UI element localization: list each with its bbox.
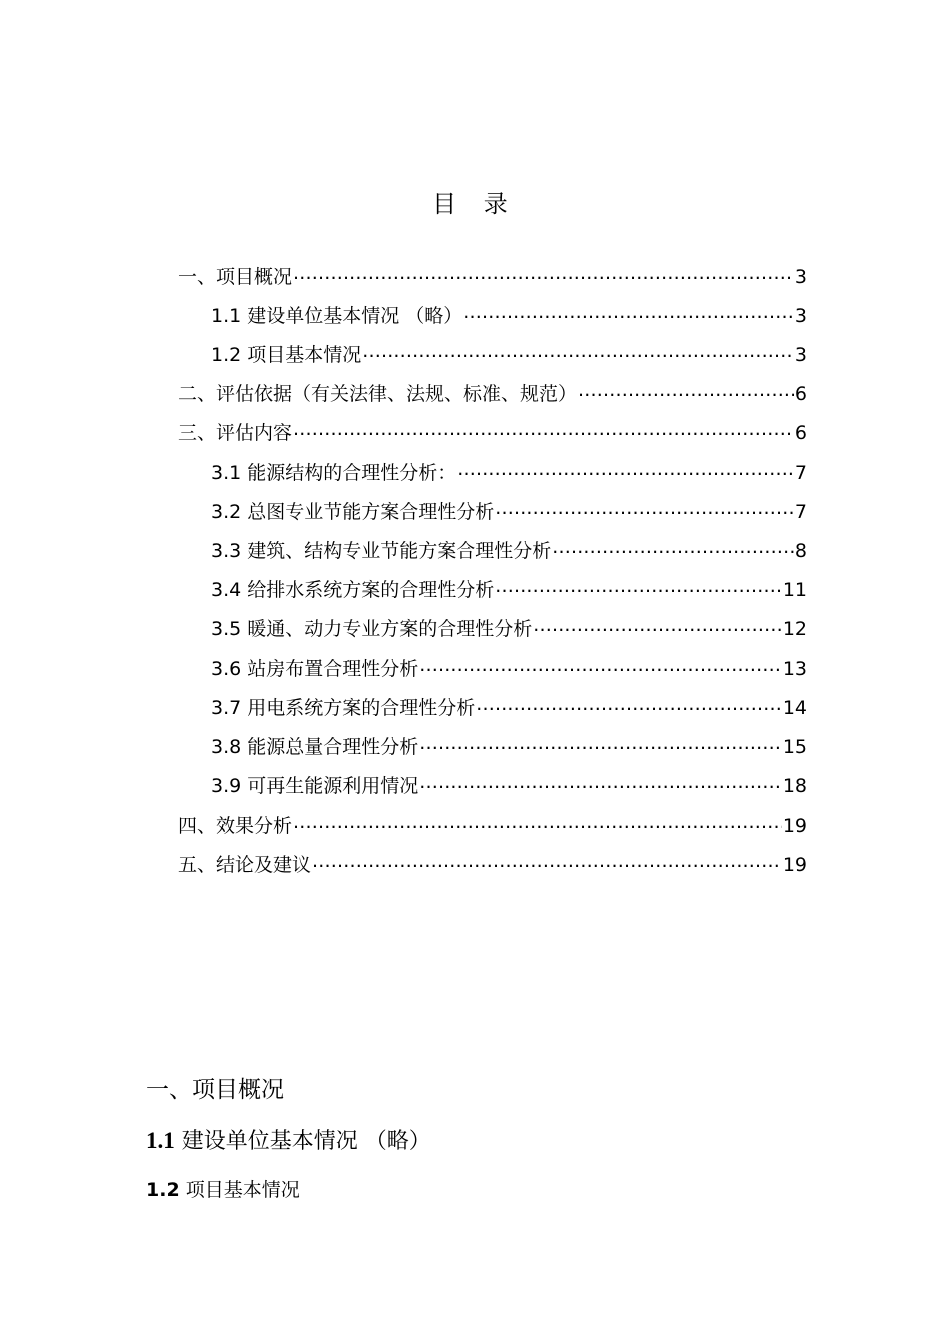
toc-leader-dots — [419, 652, 782, 678]
toc-entry-label: 暖通、动力专业方案的合理性分析 — [247, 618, 533, 640]
toc-entry-page: 13 — [782, 658, 807, 680]
toc-entry[interactable] — [211, 338, 807, 368]
toc-entry-number: 3.5 — [211, 618, 242, 640]
toc-leader-dots — [419, 730, 782, 756]
toc-entry[interactable] — [178, 809, 807, 839]
toc-leader-dots — [312, 848, 782, 874]
toc-leader-dots — [476, 691, 782, 717]
toc-entry[interactable] — [178, 377, 807, 407]
toc-entry-label: 项目基本情况 — [247, 344, 362, 366]
toc-entry[interactable] — [211, 769, 807, 799]
toc-entry-page: 11 — [782, 579, 807, 601]
toc-entry-number: 二、 — [178, 383, 217, 405]
toc-entry-number: 3.9 — [211, 775, 242, 797]
toc-entry-page: 8 — [794, 540, 807, 562]
toc-entry-page: 14 — [782, 697, 807, 719]
section-heading-1: 一、项目概况 — [146, 1077, 284, 1103]
toc-entry-number: 一、 — [178, 266, 217, 288]
toc-leader-dots — [495, 573, 782, 599]
toc-entry-number: 3.6 — [211, 658, 242, 680]
toc-entry-label: 建设单位基本情况 （略） — [247, 305, 463, 327]
toc-entry[interactable] — [211, 534, 807, 564]
toc-entry-number: 3.3 — [211, 540, 242, 562]
section-heading-number: 1.2 — [146, 1179, 180, 1201]
section-heading-1-1 — [146, 1124, 431, 1159]
toc-leader-dots — [463, 299, 794, 325]
toc-entry-number: 3.4 — [211, 579, 242, 601]
toc-entry-number: 三、 — [178, 422, 217, 444]
toc-entry-page: 6 — [794, 422, 807, 444]
toc-entry[interactable] — [178, 848, 807, 878]
toc-entry-page: 7 — [794, 501, 807, 523]
toc-entry[interactable] — [211, 299, 807, 329]
toc-entry-label: 评估内容 — [216, 422, 293, 444]
toc-entry-number: 3.1 — [211, 462, 242, 484]
toc-leader-dots — [293, 260, 794, 286]
toc-leader-dots — [362, 338, 794, 364]
section-heading-text: 项目基本情况 — [185, 1179, 300, 1201]
toc-entry-page: 6 — [794, 383, 807, 405]
toc-entry-label: 建筑、结构专业节能方案合理性分析 — [247, 540, 552, 562]
toc-entry-number: 3.7 — [211, 697, 242, 719]
toc-entry-page: 3 — [794, 344, 807, 366]
toc-leader-dots — [533, 612, 782, 638]
toc-entry-label: 用电系统方案的合理性分析 — [247, 697, 476, 719]
toc-entry[interactable] — [211, 691, 807, 721]
toc-entry-label: 总图专业节能方案合理性分析 — [247, 501, 495, 523]
toc-leader-dots — [552, 534, 794, 560]
toc-entry-page: 12 — [782, 618, 807, 640]
toc-leader-dots — [419, 769, 782, 795]
toc-entry-label: 结论及建议 — [216, 854, 312, 876]
toc-entry-page: 19 — [782, 854, 807, 876]
toc-entry-page: 7 — [794, 462, 807, 484]
toc-leader-dots — [578, 377, 794, 403]
toc-entry-number: 1.2 — [211, 344, 242, 366]
toc-entry-label: 项目概况 — [216, 266, 293, 288]
toc-title: 目 录 — [432, 190, 518, 218]
toc-entry-page: 15 — [782, 736, 807, 758]
toc-entry-label: 可再生能源利用情况 — [247, 775, 419, 797]
section-heading-1-2 — [146, 1175, 300, 1205]
toc-entry-label: 效果分析 — [216, 815, 293, 837]
toc-entry-number: 四、 — [178, 815, 217, 837]
toc-entry-label: 能源结构的合理性分析： — [247, 462, 457, 484]
section-heading-text: 建设单位基本情况 （略） — [181, 1129, 431, 1154]
toc-entry[interactable] — [211, 456, 807, 486]
toc-entry[interactable] — [178, 416, 807, 446]
toc-entry-label: 评估依据（有关法律、法规、标准、规范） — [216, 383, 578, 405]
toc-entry-label: 站房布置合理性分析 — [247, 658, 419, 680]
toc-leader-dots — [293, 809, 782, 835]
toc-entry[interactable] — [211, 730, 807, 760]
toc-leader-dots — [457, 456, 794, 482]
toc-entry-page: 3 — [794, 305, 807, 327]
toc-entry-number: 1.1 — [211, 305, 242, 327]
toc-entry-number: 五、 — [178, 854, 217, 876]
toc-leader-dots — [495, 495, 794, 521]
toc-entry-number: 3.8 — [211, 736, 242, 758]
toc-entry-page: 18 — [782, 775, 807, 797]
toc-entry-number: 3.2 — [211, 501, 242, 523]
toc-entry[interactable] — [178, 260, 807, 290]
toc-entry-page: 19 — [782, 815, 807, 837]
toc-entry-label: 给排水系统方案的合理性分析 — [247, 579, 495, 601]
toc-entry[interactable] — [211, 612, 807, 642]
toc-entry-page: 3 — [794, 266, 807, 288]
toc-entry[interactable] — [211, 573, 807, 603]
section-heading-number: 1.1 — [146, 1128, 175, 1153]
toc-entry[interactable] — [211, 652, 807, 682]
toc-leader-dots — [293, 416, 794, 442]
toc-entry-label: 能源总量合理性分析 — [247, 736, 419, 758]
toc-entry[interactable] — [211, 495, 807, 525]
